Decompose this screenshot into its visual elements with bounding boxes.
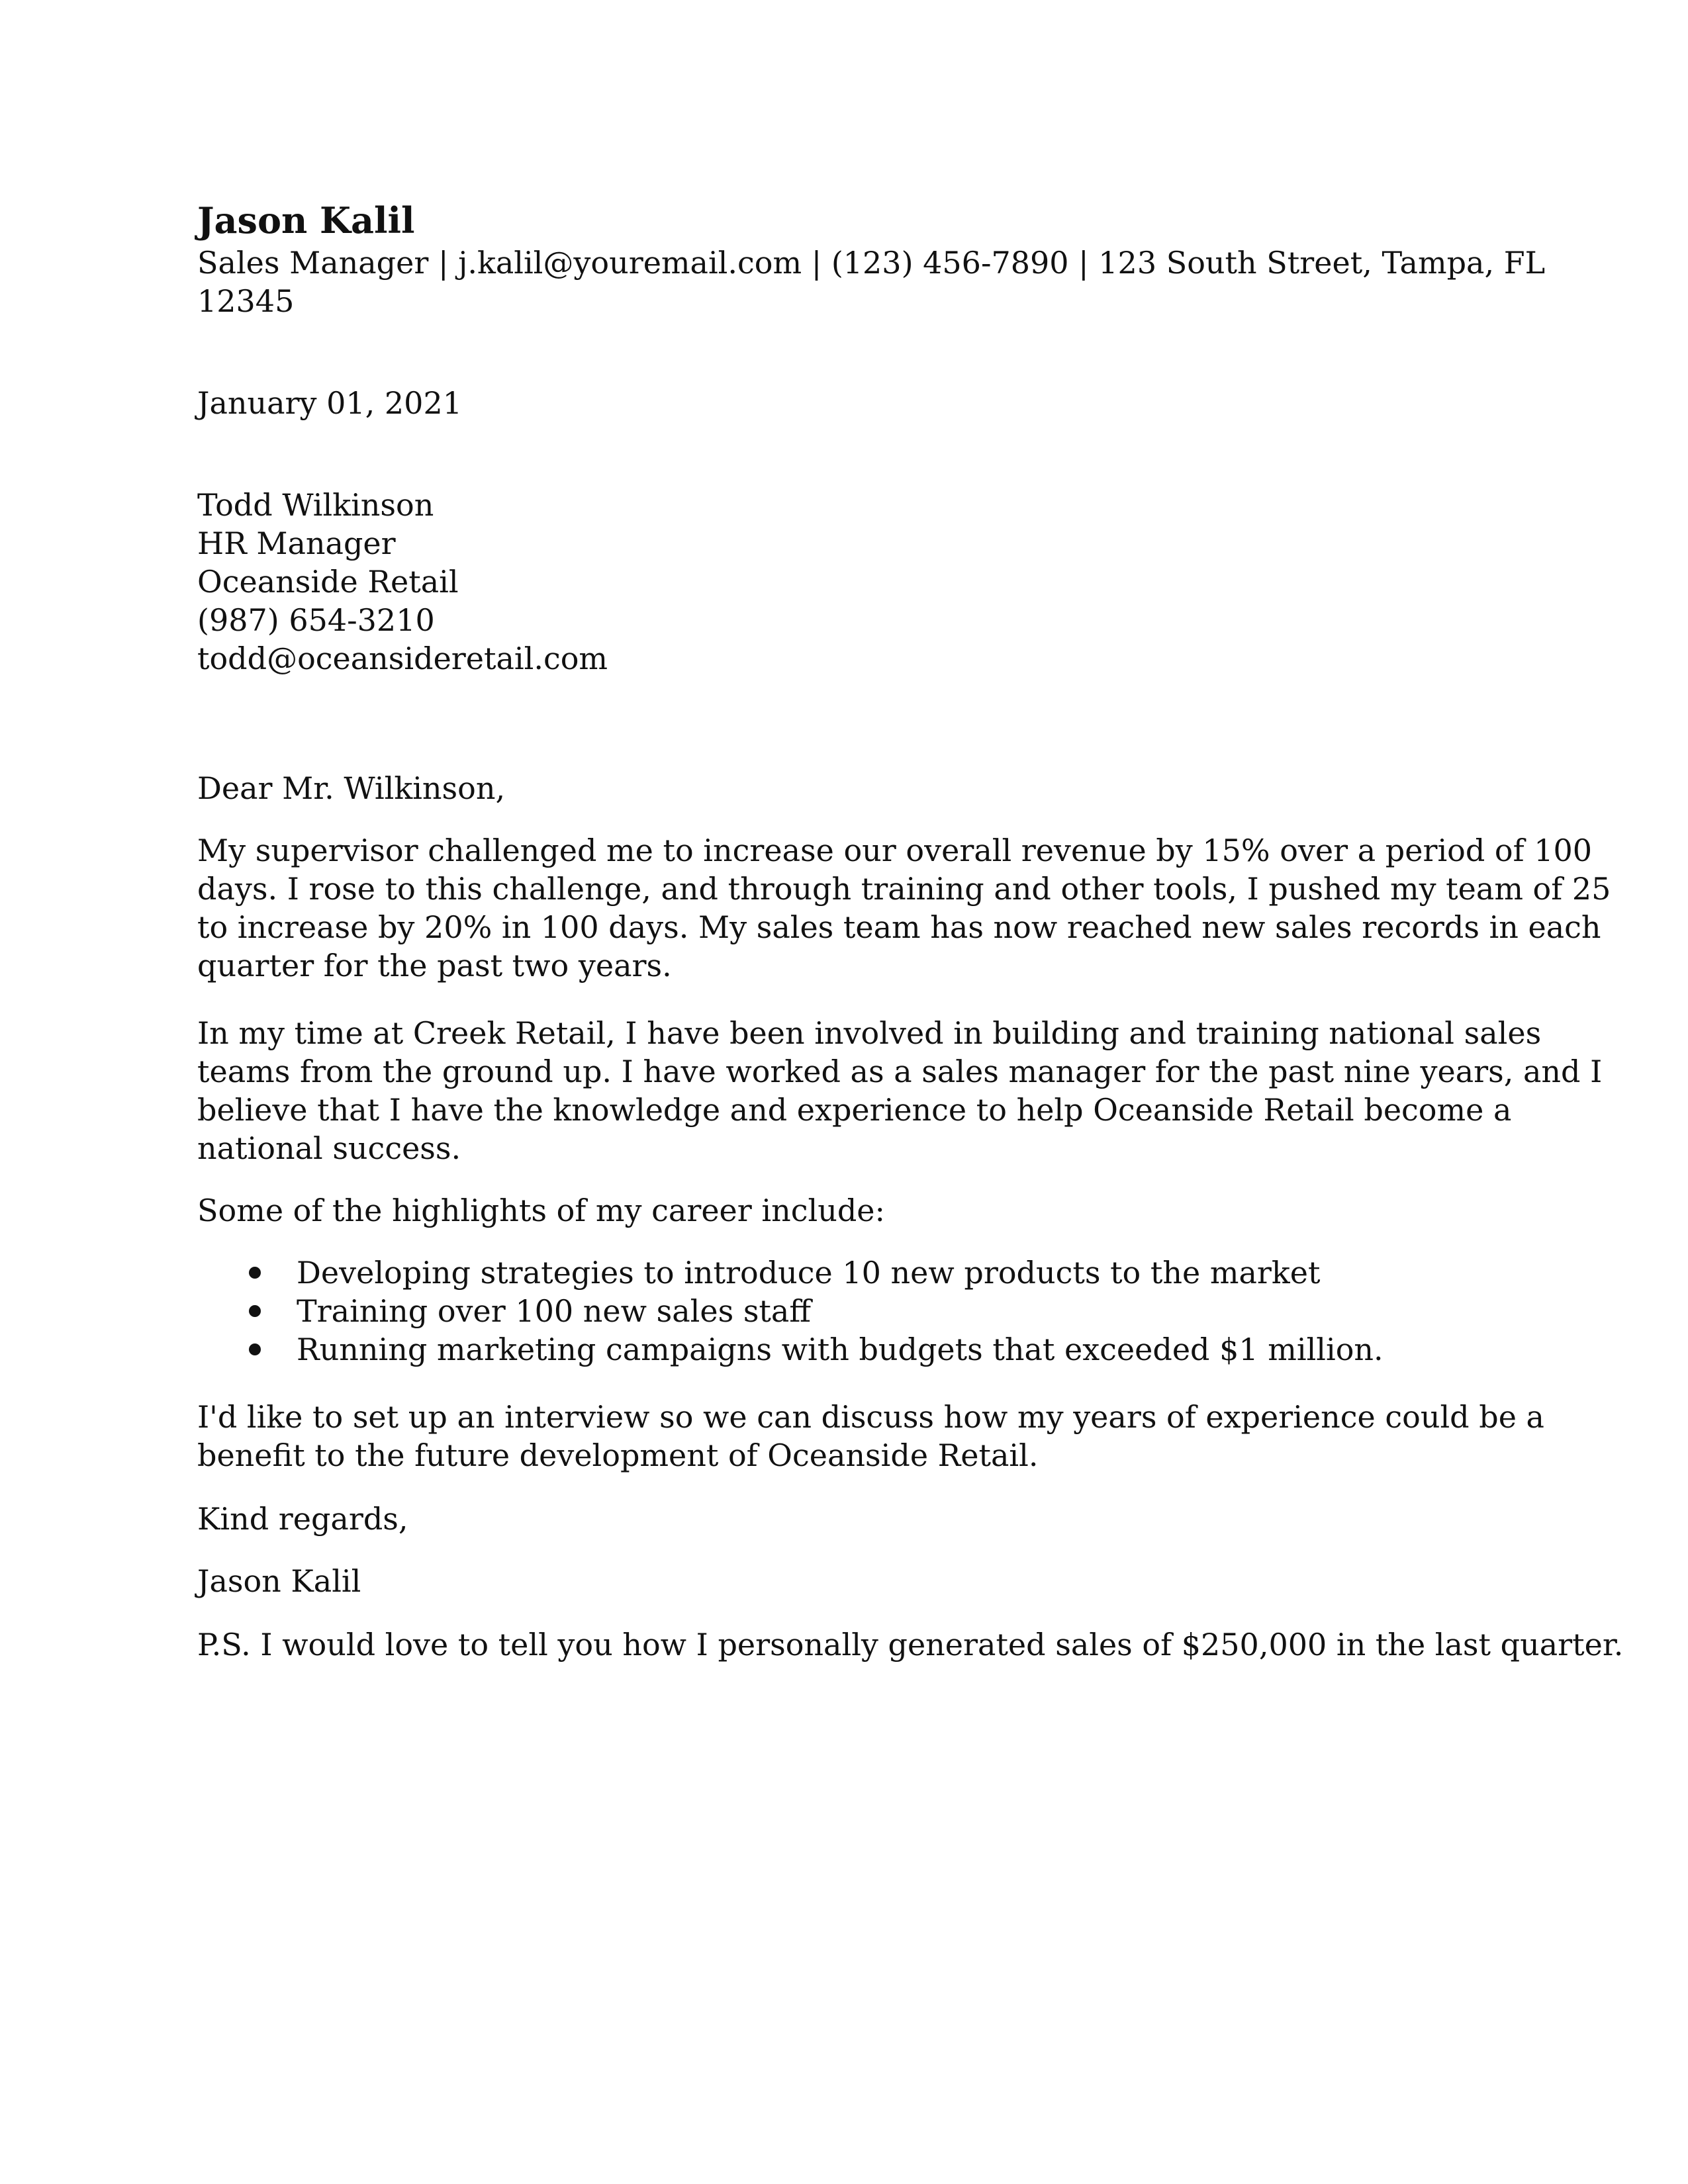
paragraph-line: believe that I have the knowledge and experience to help Oceanside Retail become a [197, 1092, 1512, 1128]
highlights-intro: Some of the highlights of my career include: [197, 1193, 885, 1228]
list-item [197, 1292, 1383, 1330]
paragraph-line: quarter for the past two years. [197, 948, 672, 983]
recipient-title: HR Manager [197, 525, 396, 561]
closing: Kind regards, [197, 1501, 408, 1537]
list-item [197, 1330, 1383, 1369]
list-item-text: Training over 100 new sales staff [297, 1293, 812, 1329]
list-item-text: Developing strategies to introduce 10 new products to the market [297, 1255, 1321, 1291]
bullet-icon [249, 1305, 261, 1317]
paragraph-line: to increase by 20% in 100 days. My sales team has now reached new sales records in each [197, 909, 1601, 945]
paragraph-line: national success. [197, 1130, 461, 1166]
recipient-phone: (987) 654-3210 [197, 602, 435, 638]
recipient-name: Todd Wilkinson [197, 487, 434, 523]
paragraph-line: In my time at Creek Retail, I have been involved in building and training national sales [197, 1015, 1542, 1051]
letter-date: January 01, 2021 [197, 385, 462, 421]
sender-name: Jason Kalil [197, 199, 415, 242]
bullet-icon [249, 1267, 261, 1279]
paragraph-line: days. I rose to this challenge, and through training and other tools, I pushed my team of 25 [197, 871, 1611, 907]
recipient-email: todd@oceansideretail.com [197, 641, 608, 676]
body-paragraph-revenue [197, 831, 1611, 985]
paragraph-line: benefit to the future development of Oceanside Retail. [197, 1437, 1039, 1473]
paragraph-line: teams from the ground up. I have worked as a sales manager for the past nine years, and I [197, 1054, 1603, 1089]
bullet-icon [249, 1343, 261, 1355]
body-paragraph-experience [197, 1014, 1602, 1167]
list-item [197, 1253, 1383, 1292]
postscript: P.S. I would love to tell you how I personally generated sales of $250,000 in the last quarter. [197, 1627, 1624, 1662]
contact-line: 12345 [197, 283, 295, 319]
recipient-company: Oceanside Retail [197, 564, 459, 600]
sender-contact-info [197, 244, 1546, 320]
highlights-list [197, 1253, 1383, 1369]
list-item-text: Running marketing campaigns with budgets that exceeded $1 million. [297, 1332, 1383, 1367]
contact-line: Sales Manager | j.kalil@youremail.com | (123) 456-7890 | 123 South Street, Tampa, FL [197, 245, 1546, 281]
signature: Jason Kalil [197, 1563, 361, 1599]
recipient-block [197, 486, 608, 678]
paragraph-line: My supervisor challenged me to increase our overall revenue by 15% over a period of 100 [197, 833, 1593, 868]
body-paragraph-interview [197, 1398, 1544, 1475]
salutation: Dear Mr. Wilkinson, [197, 770, 506, 806]
paragraph-line: I'd like to set up an interview so we can discuss how my years of experience could be a [197, 1399, 1544, 1435]
